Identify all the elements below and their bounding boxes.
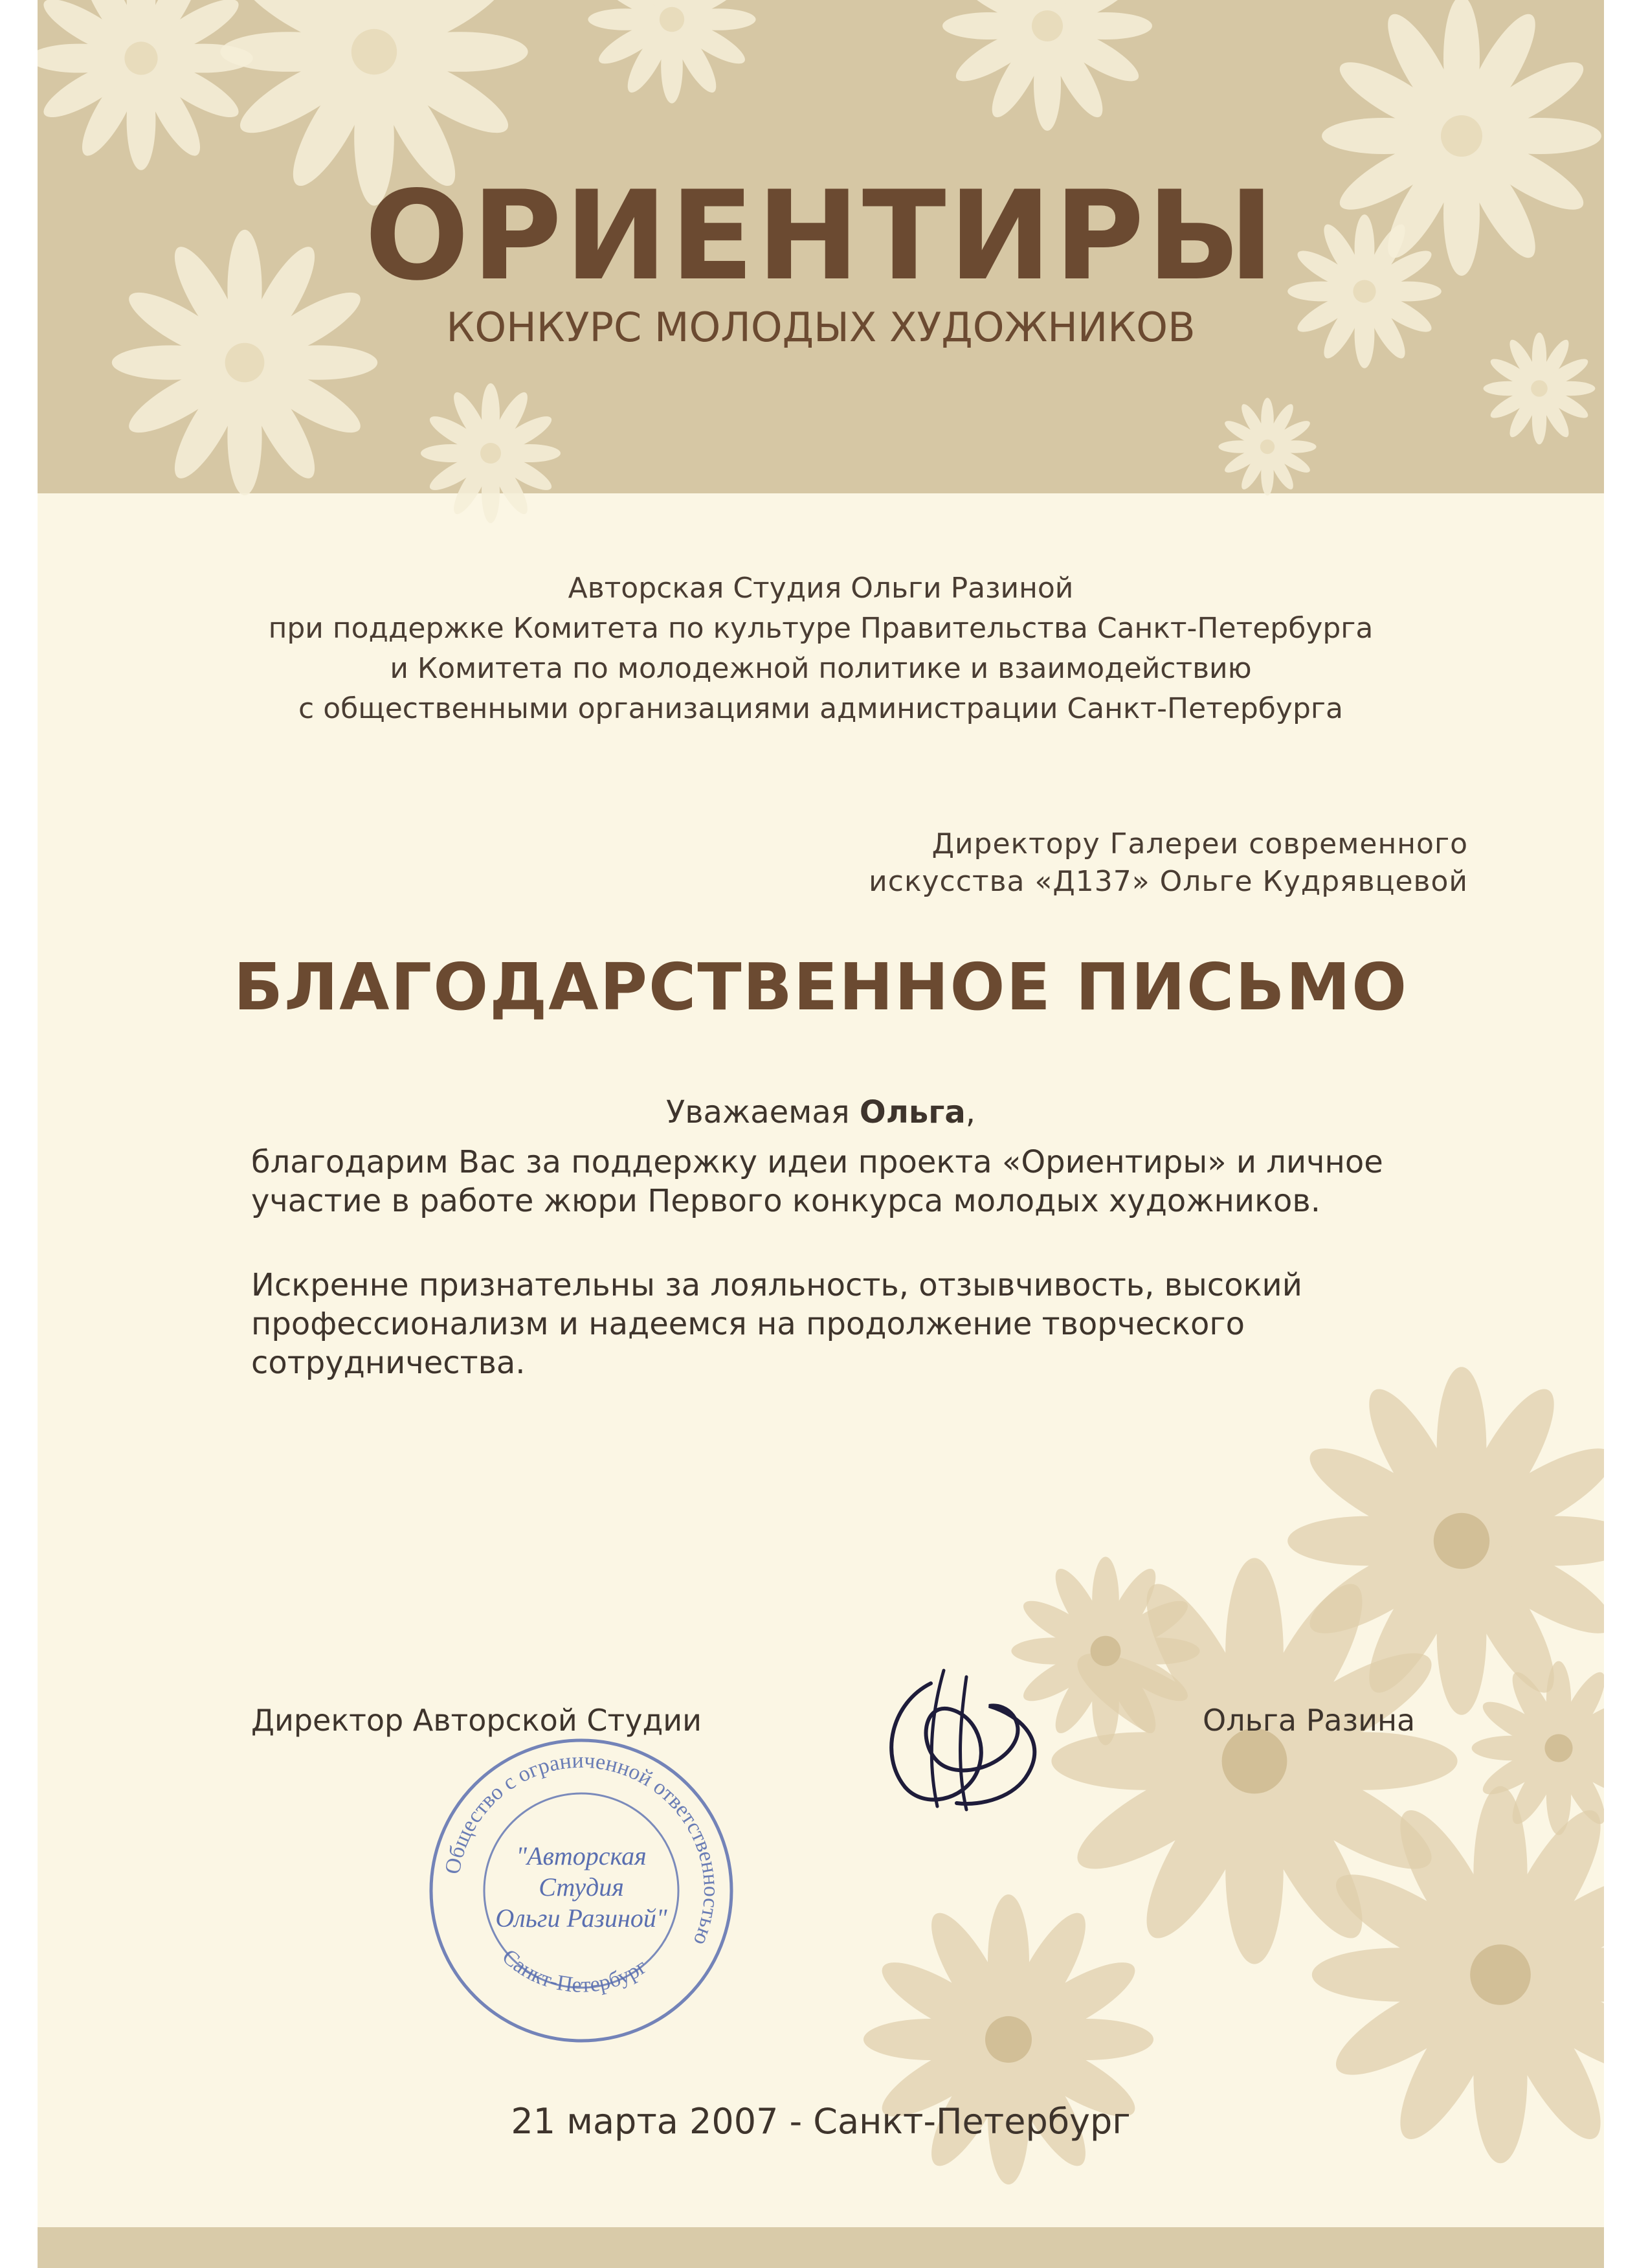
paragraph-line: Искренне признательны за лояльность, отзывчивость, высокий xyxy=(251,1267,1302,1303)
contest-title: ОРИЕНТИРЫ xyxy=(364,164,1277,308)
greeting-name: Ольга xyxy=(859,1094,966,1130)
date-place: 21 марта 2007 - Санкт-Петербург xyxy=(511,2101,1131,2142)
company-stamp xyxy=(413,1722,750,2059)
signatory-role: Директор Авторской Студии xyxy=(251,1703,702,1738)
stamp-center-line: "Авторская xyxy=(516,1841,647,1870)
paragraph-gratitude xyxy=(251,1266,1513,1382)
signatory-name: Ольга Разина xyxy=(1203,1703,1416,1738)
paragraph-line: сотрудничества. xyxy=(251,1345,526,1381)
intro-line: и Комитета по молодежной политике и взаимодействию xyxy=(390,652,1252,685)
stamp-bottom-text: Санкт-Петербург xyxy=(497,1944,652,1997)
greeting-prefix: Уважаемая xyxy=(666,1094,860,1130)
stamp-ring-text: Общество с ограниченной ответственностью xyxy=(440,1748,724,1949)
addressee-line: искусства «Д137» Ольге Кудрявцевой xyxy=(869,865,1468,898)
intro-line: при поддержке Комитета по культуре Правительства Санкт-Петербурга xyxy=(268,612,1374,645)
intro-line: Авторская Студия Ольги Разиной xyxy=(568,572,1074,605)
paragraph-line: профессионализм и надеемся на продолжение творческого xyxy=(251,1306,1245,1342)
svg-text:Санкт-Петербург xyxy=(497,1945,651,1997)
intro-line: с общественными организациями администрации Санкт-Петербурга xyxy=(298,692,1343,725)
paragraph-line: благодарим Вас за поддержку идеи проекта «Ориентиры» и личное xyxy=(251,1144,1383,1180)
handwritten-signature xyxy=(853,1657,1073,1826)
stamp-center-line: Ольги Разиной" xyxy=(495,1903,667,1933)
greeting-suffix: , xyxy=(965,1094,975,1130)
addressee-block xyxy=(750,825,1468,901)
letter-title: БЛАГОДАРСТВЕННОЕ ПИСЬМО xyxy=(233,949,1409,1025)
certificate-sheet xyxy=(38,0,1604,2268)
addressee-line: Директору Галереи современного xyxy=(931,827,1468,860)
paragraph-line: участие в работе жюри Первого конкурса молодых художников. xyxy=(251,1183,1320,1219)
paragraph-thanks xyxy=(251,1143,1513,1220)
greeting xyxy=(38,1094,1604,1130)
contest-subtitle: КОНКУРС МОЛОДЫХ ХУДОЖНИКОВ xyxy=(446,304,1196,351)
stamp-center-line: Студия xyxy=(539,1872,624,1902)
organizer-intro xyxy=(38,568,1604,729)
